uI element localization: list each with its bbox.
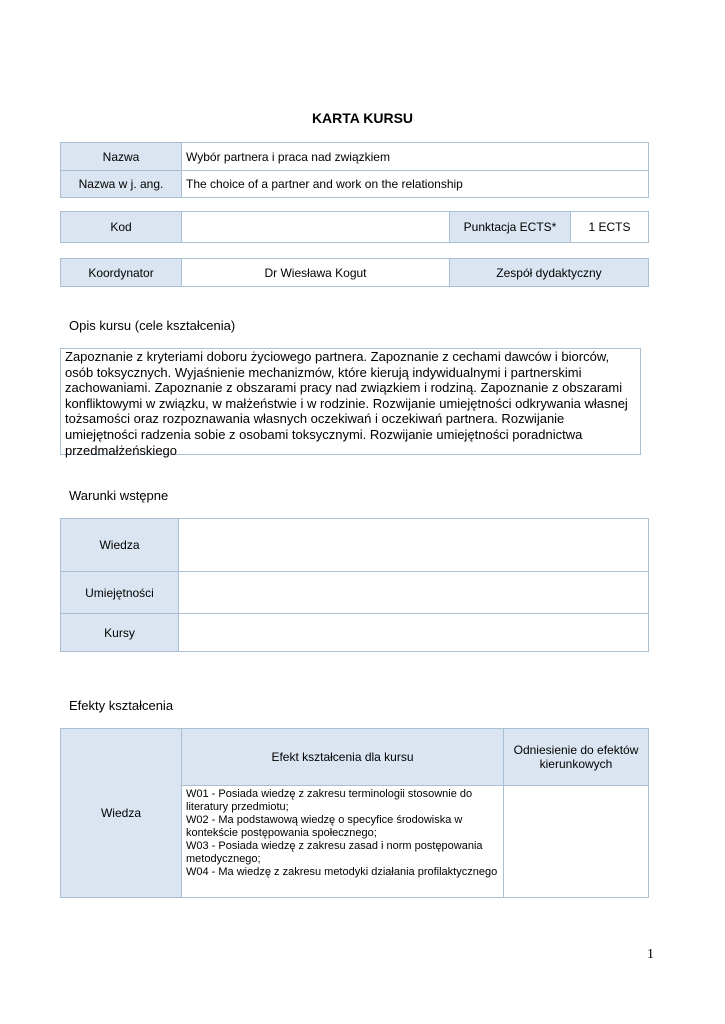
page-number: 1 bbox=[647, 947, 654, 962]
outcomes-heading: Efekty kształcenia bbox=[69, 698, 174, 713]
page-title: KARTA KURSU bbox=[311, 110, 414, 126]
name-en-value: The choice of a partner and work on the relationship bbox=[182, 171, 649, 198]
prereq-skills-value bbox=[179, 572, 649, 614]
outcome-item: W02 - Ma podstawową wiedzę o specyfice środowiska w kontekście postępowania społecznego; bbox=[186, 814, 463, 839]
coordinator-value: Dr Wiesława Kogut bbox=[182, 259, 450, 287]
team-label: Zespół dydaktyczny bbox=[450, 259, 649, 287]
description-heading: Opis kursu (cele kształcenia) bbox=[69, 318, 236, 333]
outcome-item: W01 - Posiada wiedzę z zakresu terminologii stosownie do literatury przedmiotu; bbox=[186, 788, 473, 813]
prereq-knowledge-label: Wiedza bbox=[61, 519, 179, 572]
prerequisites-table bbox=[60, 518, 649, 652]
outcome-item: W04 - Ma wiedzę z zakresu metodyki działania profilaktycznego bbox=[186, 866, 498, 878]
name-value: Wybór partnera i praca nad związkiem bbox=[182, 143, 649, 171]
ects-label: Punktacja ECTS* bbox=[450, 212, 571, 243]
name-label: Nazwa bbox=[61, 143, 182, 171]
outcomes-table bbox=[60, 728, 649, 898]
code-value bbox=[182, 212, 450, 243]
prerequisites-heading: Warunki wstępne bbox=[69, 488, 169, 503]
code-ects-table bbox=[60, 211, 649, 243]
prereq-knowledge-value bbox=[179, 519, 649, 572]
outcome-item: W03 - Posiada wiedzę z zakresu zasad i norm postępowania metodycznego; bbox=[186, 840, 483, 865]
outcomes-col-effect: Efekt kształcenia dla kursu bbox=[182, 729, 504, 786]
coordinator-table bbox=[60, 258, 649, 287]
outcomes-col-reference: Odniesienie do efektów kierunkowych bbox=[504, 729, 649, 786]
ects-value: 1 ECTS bbox=[571, 212, 649, 243]
outcomes-knowledge-label: Wiedza bbox=[61, 729, 182, 898]
name-en-label: Nazwa w j. ang. bbox=[61, 171, 182, 198]
prereq-courses-value bbox=[179, 614, 649, 652]
code-label: Kod bbox=[61, 212, 182, 243]
outcomes-reference-value bbox=[504, 786, 649, 898]
outcomes-list bbox=[182, 786, 504, 898]
prereq-skills-label: Umiejętności bbox=[61, 572, 179, 614]
prereq-courses-label: Kursy bbox=[61, 614, 179, 652]
description-text: Zapoznanie z kryteriami doboru życiowego partnera. Zapoznanie z cechami dawców i biorców, osób toksycznych. Wyjaśnienie mechanizmów, które kierują indywidualnymi i partnerskimi zachowaniami. Zapoznanie z obszarami pracy nad związkiem i rodziną. Zapoznanie z obszarami konfliktowymi w związku, w małżeństwie i w rodzinie. Rozwijanie umiejętności odkrywania własnej tożsamości oraz rozpoznawania własnych oczekiwań i oczekiwań partnera. Rozwijanie umiejętności radzenia sobie z osobami toksycznymi. Rozwijanie umiejętności poradnictwa przedmałżeńskiego bbox=[60, 348, 641, 455]
course-name-table bbox=[60, 142, 649, 198]
coordinator-label: Koordynator bbox=[61, 259, 182, 287]
